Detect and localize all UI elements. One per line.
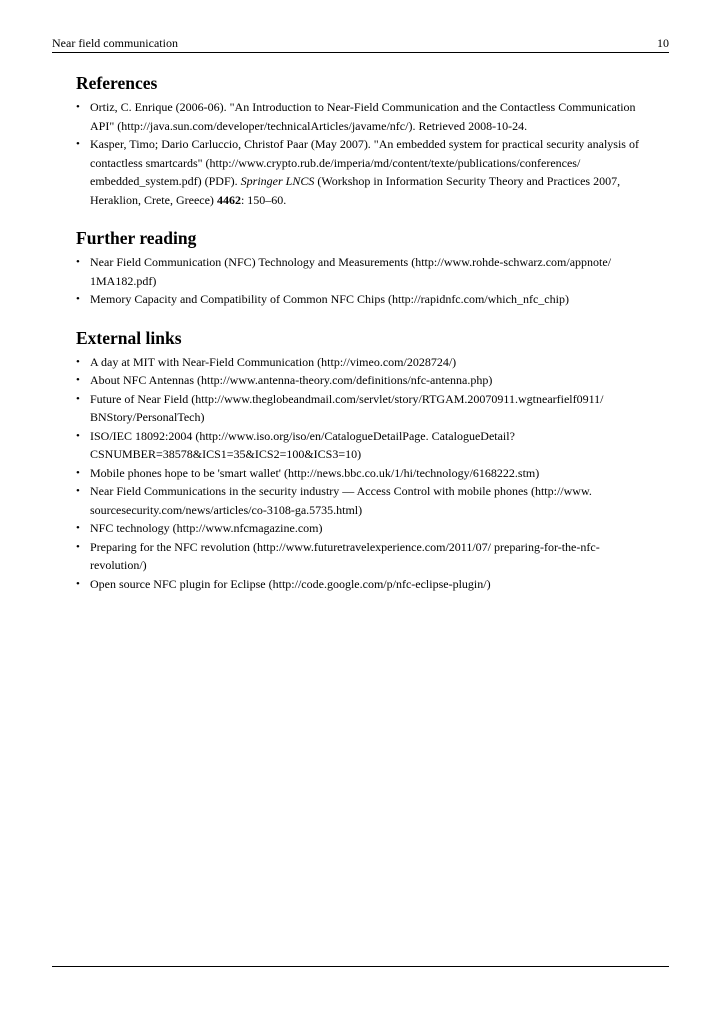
running-title: Near field communication (52, 36, 178, 50)
external-links-section (76, 327, 656, 594)
reference-pages: : 150–60. (240, 192, 287, 207)
volume-number: 4462 (216, 192, 241, 207)
external-link-item[interactable]: • Preparing for the NFC revolution (http://www.futuretravelexperience.com/2011/07/ preparing-for-the-nfc-revolution/) (76, 538, 656, 575)
external-link-item[interactable]: • NFC technology (http://www.nfcmagazine.com) (76, 519, 656, 538)
references-list (76, 98, 656, 209)
page-header (52, 36, 669, 53)
page-number: 10 (657, 36, 669, 50)
external-link-item[interactable]: • Future of Near Field (http://www.theglobeandmail.com/servlet/story/RTGAM.20070911.wgtnearfielf0911/ BNStory/PersonalTech) (76, 390, 656, 427)
reference-text: Kasper, Timo; Dario Carluccio, Christof Paar (May 2007). "An embedded system for practical security analysis of contactless smartcards" (http://www.crypto.rub.de/imperia/md/content/texte/publications/conferences/ embedded_system.pdf) (PDF). (90, 137, 639, 188)
external-link-item[interactable]: • Mobile phones hope to be 'smart wallet' (http://news.bbc.co.uk/1/hi/technology/6168222.stm) (76, 464, 656, 483)
external-link-item[interactable]: • About NFC Antennas (http://www.antenna-theory.com/definitions/nfc-antenna.php) (76, 371, 656, 390)
reference-item: • Ortiz, C. Enrique (2006-06). "An Introduction to Near-Field Communication and the Contactless Communication API" (http://java.sun.com/developer/technicalArticles/javame/nfc/). Retrieved 2008-10-24. (76, 98, 656, 135)
further-reading-list (76, 253, 656, 309)
further-reading-item[interactable]: • Memory Capacity and Compatibility of Common NFC Chips (http://rapidnfc.com/which_nfc_chip) (76, 290, 656, 309)
external-links-list (76, 353, 656, 594)
external-link-item[interactable]: • Near Field Communications in the security industry — Access Control with mobile phones (http://www. sourcesecurity.com/news/articles/co-3108-ga.5735.html) (76, 482, 656, 519)
reference-text: (Workshop in Information Security Theory and Practices 2007, Heraklion, Crete, Greece) (90, 174, 621, 207)
external-link-item[interactable]: • A day at MIT with Near-Field Communication (http://vimeo.com/2028724/) (76, 353, 656, 372)
section-heading-external-links: External links (76, 327, 182, 348)
section-heading-further-reading: Further reading (76, 228, 197, 248)
reference-item (76, 135, 656, 209)
section-heading-references: References (76, 73, 158, 93)
further-reading-item[interactable]: • Near Field Communication (NFC) Technology and Measurements (http://www.rohde-schwarz.com/appnote/ 1MA182.pdf) (76, 253, 656, 290)
footer-divider (52, 966, 669, 967)
page-content (76, 72, 656, 593)
further-reading-section (76, 227, 656, 309)
journal-name: Springer LNCS (240, 174, 315, 188)
external-link-item[interactable]: • Open source NFC plugin for Eclipse (http://code.google.com/p/nfc-eclipse-plugin/) (76, 575, 656, 594)
references-section (76, 72, 656, 209)
external-link-item[interactable]: • ISO/IEC 18092:2004 (http://www.iso.org/iso/en/CatalogueDetailPage. CatalogueDetail?CSNUMBER=38578&ICS1=35&ICS2=100&ICS3=10) (76, 427, 656, 464)
